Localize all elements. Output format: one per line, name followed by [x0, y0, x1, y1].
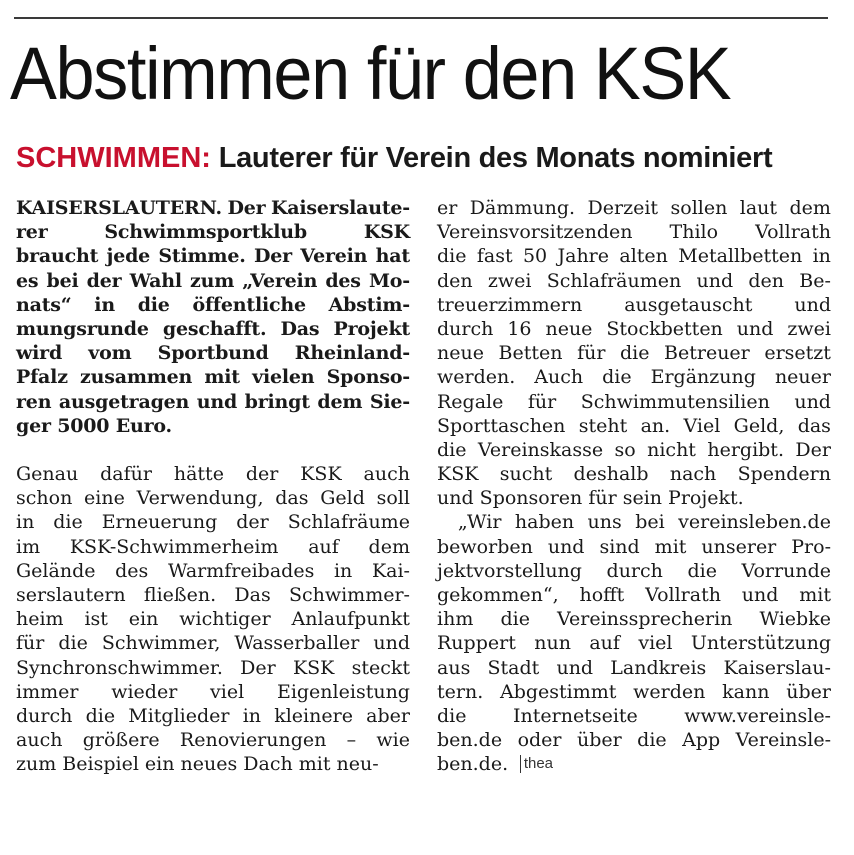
text-line: durch 16 neue Stockbetten und zwei: [437, 317, 831, 340]
author-signature: thea: [520, 755, 553, 773]
text-line: Pfalz zusammen mit vielen Sponso-: [16, 366, 410, 389]
top-rule: [14, 17, 828, 19]
text-line: er Dämmung. Derzeit sollen laut dem: [437, 197, 831, 219]
article-column-left: [16, 196, 410, 777]
text-line: und Sponsoren für sein Projekt.: [437, 487, 744, 510]
text-line: heim ist ein wichtiger Anlaufpunkt: [16, 608, 410, 631]
text-line: die Internetseite www.vereinsle-: [437, 704, 831, 727]
text-line: rer Schwimmsportklub KSK: [16, 221, 410, 244]
text-line: jektvorstellung durch die Vorrunde: [437, 559, 831, 582]
text-line: ben.de. thea: [437, 753, 554, 776]
paragraph-spacer: [16, 438, 410, 462]
text-line: auch größere Renovierungen – wie: [16, 729, 410, 752]
text-line: „Wir haben uns bei vereinsleben.de: [457, 511, 831, 534]
text-line: treuerzimmern ausgetauscht und: [437, 293, 831, 316]
text-line: schon eine Verwendung, das Geld soll: [16, 487, 410, 510]
text-line: im KSK-Schwimmerheim auf dem: [16, 535, 410, 558]
body-paragraph-1-continued: [437, 196, 831, 510]
text-line: ben.de oder über die App Vereinsle-: [437, 729, 831, 752]
body-paragraph-2: [437, 510, 831, 776]
text-line: werden. Auch die Ergänzung neuer: [437, 366, 831, 389]
text-line: Genau dafür hätte der KSK auch: [16, 463, 410, 486]
text-line: Ruppert nun auf viel Unterstützung: [437, 632, 831, 655]
text-line: Regale für Schwimmutensilien und: [437, 390, 831, 413]
text-line: die fast 50 Jahre alten Metallbetten in: [437, 245, 831, 268]
text-line: zum Beispiel ein neues Dach mit neu-: [16, 753, 379, 776]
text-line: für die Schwimmer, Wasserballer und: [16, 632, 410, 655]
text-line: aus Stadt und Landkreis Kaiserslau-: [437, 656, 831, 679]
text-line: nats“ in die öffentliche Abstim-: [16, 293, 410, 316]
subhead-kicker: SCHWIMMEN:: [16, 142, 211, 174]
text-line: mungsrunde geschafft. Das Projekt: [16, 317, 410, 340]
text-line: KAISERSLAUTERN. Der Kaiserslaute-: [16, 197, 410, 219]
text-line: ger 5000 Euro.: [16, 414, 172, 437]
text-line: immer wieder viel Eigenleistung: [16, 680, 410, 703]
text-line: Sporttaschen steht an. Viel Geld, das: [437, 414, 831, 437]
subhead: [16, 138, 836, 178]
text-line: es bei der Wahl zum „Verein des Mo-: [16, 269, 410, 292]
text-line: neue Betten für die Betreuer ersetzt: [437, 342, 831, 365]
text-line: Gelände des Warmfreibades in Kai-: [16, 559, 410, 582]
text-line: serslautern fließen. Das Schwimmer-: [16, 584, 410, 606]
text-line: Synchronschwimmer. Der KSK steckt: [16, 656, 410, 679]
text-line: durch die Mitglieder in kleinere aber: [16, 704, 410, 727]
text-line: ihm die Vereinssprecherin Wiebke: [437, 608, 831, 631]
text-line: beworben und sind mit unserer Pro-: [437, 535, 831, 558]
headline: Abstimmen für den KSK: [10, 32, 731, 115]
text-line: KSK sucht deshalb nach Spendern: [437, 463, 831, 486]
text-line: wird vom Sportbund Rheinland-: [16, 342, 410, 365]
lead-paragraph: [16, 196, 410, 438]
subhead-text: Lauterer für Verein des Monats nominiert: [218, 142, 773, 174]
text-line: in die Erneuerung der Schlafräume: [16, 511, 410, 534]
text-line: braucht jede Stimme. Der Verein hat: [16, 245, 410, 268]
text-line: die Vereinskasse so nicht hergibt. Der: [437, 438, 831, 461]
text-line: den zwei Schlafräumen und den Be-: [437, 269, 831, 292]
text-line: Vereinsvorsitzenden Thilo Vollrath: [437, 221, 831, 244]
text-line: tern. Abgestimmt werden kann über: [437, 680, 831, 703]
body-paragraph-1: [16, 462, 410, 776]
text-line: gekommen“, hofft Vollrath und mit: [437, 584, 831, 606]
text-line: ren ausgetragen und bringt dem Sie-: [16, 390, 410, 413]
article-column-right: [437, 196, 831, 777]
